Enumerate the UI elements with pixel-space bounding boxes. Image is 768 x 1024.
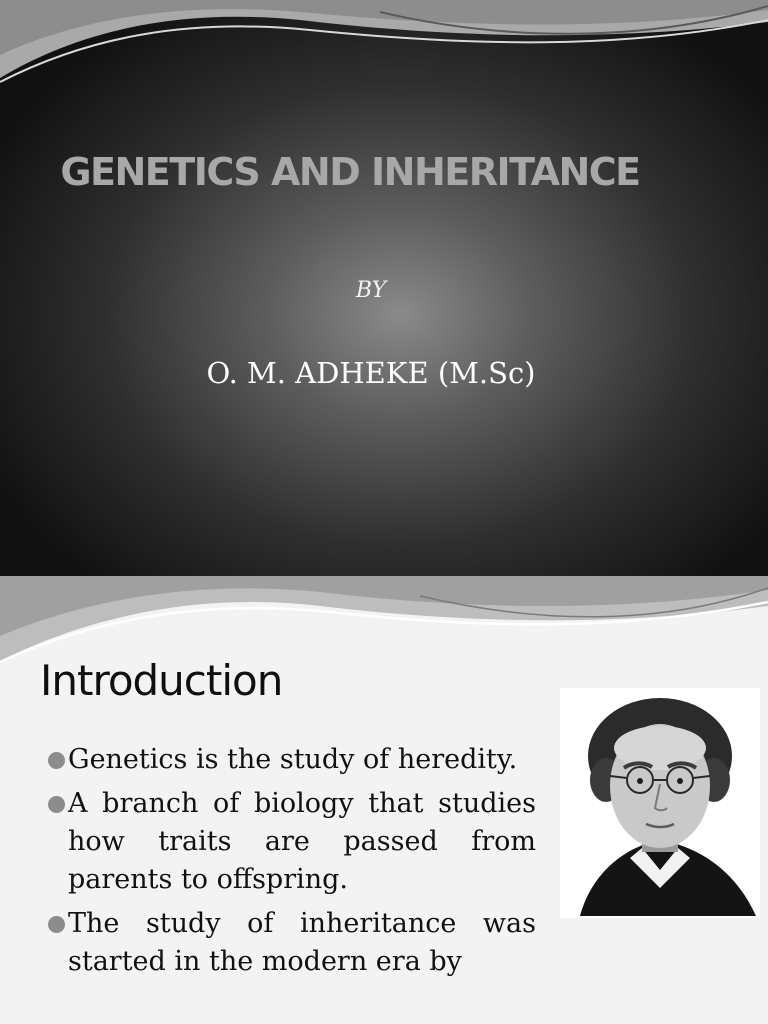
top-swoosh-decoration <box>0 576 768 666</box>
bullet-dot-icon <box>48 752 65 769</box>
list-item <box>46 905 536 981</box>
list-item <box>46 741 536 779</box>
bullet-dot-icon <box>48 796 65 813</box>
top-swoosh-decoration <box>0 0 768 90</box>
list-item <box>46 785 536 899</box>
slide-heading: Introduction <box>40 656 283 705</box>
slide-title: GENETICS AND INHERITANCE <box>60 150 640 194</box>
author-name: O. M. ADHEKE (M.Sc) <box>206 356 536 390</box>
mendel-portrait-image <box>560 688 760 918</box>
bullet-text: Genetics is the study of heredity. <box>68 744 518 775</box>
bullet-text: The study of inheritance was started in the modern era by <box>68 908 536 977</box>
introduction-slide <box>0 576 768 1024</box>
bullet-dot-icon <box>48 916 65 933</box>
bullet-text: A branch of biology that studies how traits are passed from parents to offspring. <box>68 788 536 895</box>
by-label: BY <box>355 278 387 303</box>
bullet-list <box>46 741 536 987</box>
